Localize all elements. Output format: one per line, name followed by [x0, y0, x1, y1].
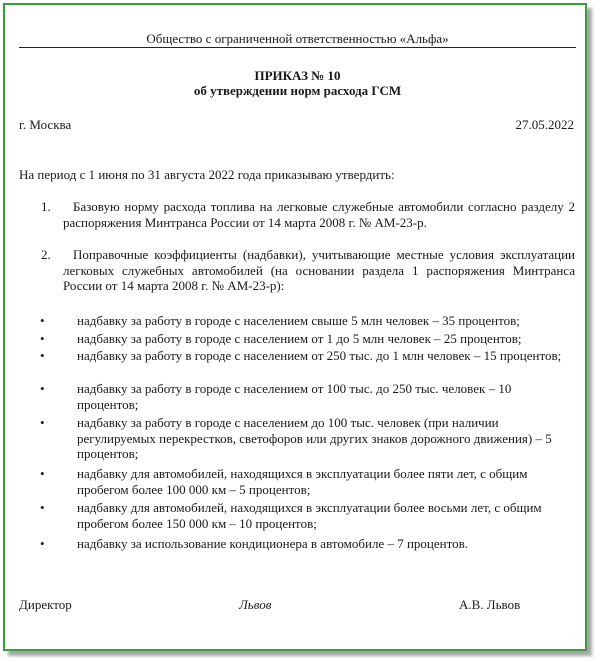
list-item: надбавку за использование кондиционера в автомобиле – 7 процентов.: [77, 536, 468, 551]
order-subtitle: об утверждении норм расхода ГСМ: [193, 83, 402, 98]
bullet-icon: •: [40, 331, 45, 346]
list-item: надбавку за работу в городе с населением до 100 тыс. человек (при наличии регулируемых перекрестков, светофоров или других знаков дорожного движения) – 5 процентов;: [77, 415, 552, 461]
bullet-icon: •: [40, 381, 45, 396]
signature-handwritten: Львов: [239, 597, 272, 612]
bullet-icon: •: [40, 466, 45, 481]
item-number: 2.: [41, 247, 51, 262]
list-item: надбавку за работу в городе с населением от 250 тыс. до 1 млн человек – 15 процентов;: [77, 348, 562, 363]
list-item: надбавку для автомобилей, находящихся в эксплуатации более восьми лет, с общим пробегом более 150 000 км – 10 процентов;: [77, 500, 542, 531]
order-date: 27.05.2022: [515, 117, 574, 132]
item-text: Базовую норму расхода топлива на легковые служебные автомобили согласно разделу 2 распоряжения Минтранса России от 14 марта 2008 г. № АМ-23-р.: [63, 199, 575, 230]
order-title: ПРИКАЗ № 10: [254, 68, 341, 83]
bullet-icon: •: [40, 415, 45, 430]
list-item: надбавку за работу в городе с населением от 1 до 5 млн человек – 25 процентов;: [77, 331, 522, 346]
bullet-icon: •: [40, 500, 45, 515]
header-divider: [19, 47, 576, 48]
order-city: г. Москва: [19, 117, 72, 132]
list-item: надбавку за работу в городе с населением от 100 тыс. до 250 тыс. человек – 10 процентов;: [77, 381, 512, 412]
bullet-icon: •: [40, 536, 45, 551]
order-intro: На период с 1 июня по 31 августа 2022 года приказываю утвердить:: [19, 167, 395, 182]
bullet-icon: •: [40, 348, 45, 363]
item-text: Поправочные коэффициенты (надбавки), учитывающие местные условия эксплуатации легковых служебных автомобилей (на основании раздела 1 распоряжения Минтранса России от 14 марта 2008 г. № АМ-23-р):: [63, 247, 575, 293]
item-number: 1.: [41, 199, 51, 214]
signature-role: Директор: [19, 597, 72, 612]
organization-name: Общество с ограниченной ответственностью «Альфа»: [146, 31, 449, 46]
signature-name: А.В. Львов: [459, 597, 521, 612]
bullet-icon: •: [40, 313, 45, 328]
list-item: надбавку для автомобилей, находящихся в эксплуатации более пяти лет, с общим пробегом более 100 000 км – 5 процентов;: [77, 466, 528, 497]
list-item: надбавку за работу в городе с населением свыше 5 млн человек – 35 процентов;: [77, 313, 520, 328]
